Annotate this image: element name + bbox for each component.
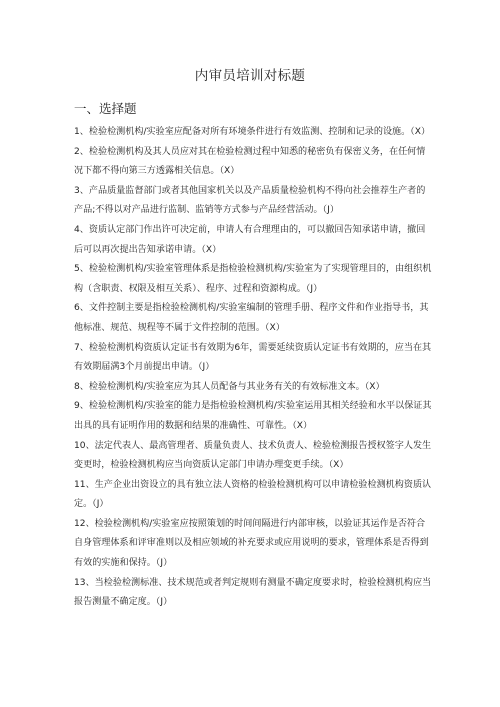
question-item: 4、资质认定部门作出许可决定前，申请人有合理理由的，可以撤回告知承诺申请，撤回后可以再次提出告知承诺申请。（X） xyxy=(74,224,426,255)
question-item: 10、法定代表人、最高管理者、质量负责人、技术负责人、检验检测报告授权签字人发生变更时，检验检测机构应当向资质认定部门申请办理变更手续。（X） xyxy=(74,440,432,471)
question-item: 9、检验检测机构/实验室的能力是指检验检测机构/实验室运用其相关经验和水平以保证其出具的具有证明作用的数据和结果的准确性、可靠性。（X） xyxy=(74,401,432,431)
question-item: 11、生产企业出资设立的具有独立法人资格的检验检测机构可以申请检验检测机构资质认定。（J） xyxy=(74,479,432,510)
section-heading: 一、选择题 xyxy=(74,101,137,116)
question-list xyxy=(74,123,434,613)
question-item: 3、产品质量监督部门或者其他国家机关以及产品质量检验机构不得向社会推荐生产者的产品;不得以对产品进行监制、监销等方式参与产品经营活动。（J） xyxy=(74,185,426,216)
document-title: 内审员培训对标题 xyxy=(194,68,306,84)
question-item: 6、文件控制主要是指检验检测机构/实验室编制的管理手册、程序文件和作业指导书，其他标准、规范、规程等不属于文件控制的范围。（X） xyxy=(74,303,429,333)
question-item: 5、检验检测机构/实验室管理体系是指检验检测机构/实验室为了实现管理目的，由组织机构（含职责、权限及相互关系）、程序、过程和资源构成。（J） xyxy=(74,264,432,294)
question-item: 7、检验检测机构资质认定证书有效期为6年，需要延续资质认定证书有效期的，应当在其有效期届满3个月前提出申请。（J） xyxy=(74,342,432,373)
question-item: 2、检验检测机构及其人员应对其在检验检测过程中知悉的秘密负有保密义务，在任何情况下都不得向第三方透露相关信息。（X） xyxy=(74,146,426,177)
question-item: 12、检验检测机构/实验室应按照策划的时间间隔进行内部审核，以验证其运作是否符合自身管理体系和评审准则以及相应领域的补充要求或应用说明的要求，管理体系是否得到有效的实施和保持。（J） xyxy=(74,518,429,569)
question-item: 13、当检验检测标准、技术规范或者判定规则有测量不确定度要求时，检验检测机构应当报告测量不确定度。（J） xyxy=(74,577,432,608)
question-item: 8、检验检测机构/实验室应为其人员配备与其业务有关的有效标准文本。（X） xyxy=(74,381,385,392)
question-item: 1、检验检测机构/实验室应配备对所有环境条件进行有效监测、控制和记录的设施。（X） xyxy=(74,127,431,137)
